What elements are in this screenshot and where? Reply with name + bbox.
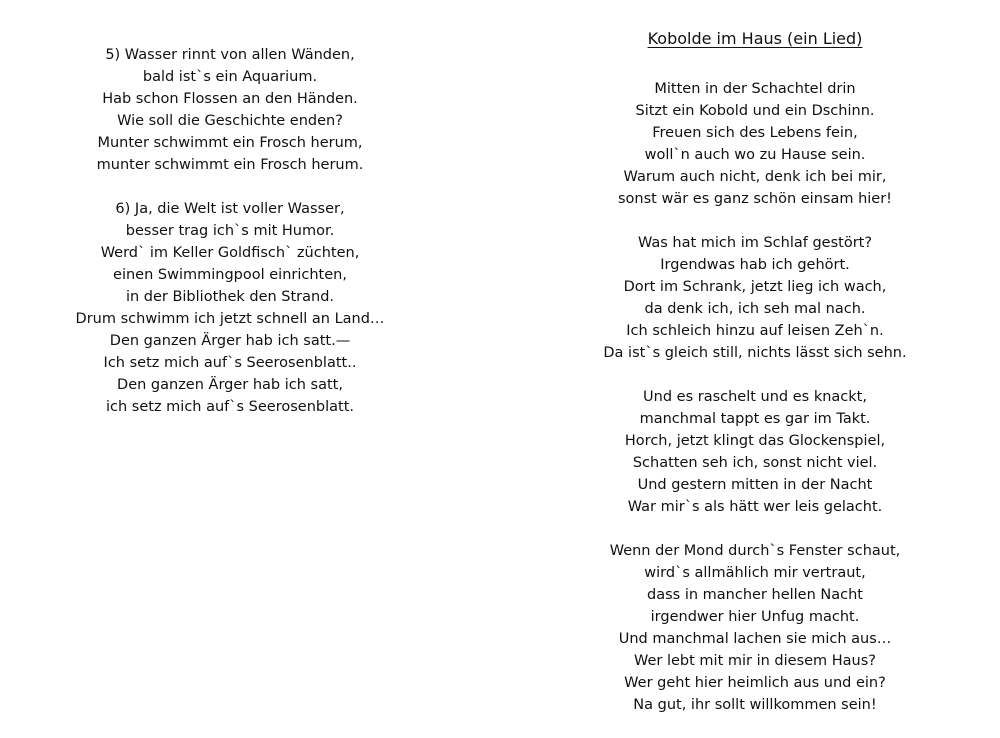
poem-line: Ich setz mich auf`s Seerosenblatt.. [103,355,357,371]
poem-line: Den ganzen Ärger hab ich satt.— [109,333,351,349]
poem-line: manchmal tappt es gar im Takt. [639,411,871,427]
poem-line: einen Swimmingpool einrichten, [113,267,347,283]
poem-line: Drum schwimm ich jetzt schnell an Land… [75,311,385,327]
poem-line: dass in mancher hellen Nacht [647,587,863,603]
poem-line: Wie soll die Geschichte enden? [117,113,343,129]
stanza-5 [40,44,420,176]
poem-line: munter schwimmt ein Frosch herum. [96,157,364,173]
poem-line: Wenn der Mond durch`s Fenster schaut, [609,543,901,559]
poem-line: Da ist`s gleich still, nichts lässt sich sehn. [603,345,907,361]
poem-line: Na gut, ihr sollt willkommen sein! [633,697,877,713]
poem-line: Mitten in der Schachtel drin [654,81,856,97]
poem-line: wird`s allmählich mir vertraut, [644,565,866,581]
poem-line: War mir`s als hätt wer leis gelacht. [627,499,883,515]
poem-line: Warum auch nicht, denk ich bei mir, [623,169,887,185]
poem-line: Den ganzen Ärger hab ich satt, [117,377,343,393]
stanza-6 [40,198,420,418]
poem-line: sonst wär es ganz schön einsam hier! [618,191,892,207]
poem-line: woll`n auch wo zu Hause sein. [644,147,866,163]
right-poem-column [580,28,930,738]
poem-line: Und gestern mitten in der Nacht [637,477,873,493]
poem-line: 6) Ja, die Welt ist voller Wasser, [115,201,345,217]
poem-line: ich setz mich auf`s Seerosenblatt. [105,399,355,415]
left-poem-column [40,44,420,440]
poem-line: in der Bibliothek den Strand. [125,289,335,305]
song-stanza-4 [580,540,930,716]
poem-line: Hab schon Flossen an den Händen. [102,91,358,107]
poem-line: Freuen sich des Lebens fein, [652,125,858,141]
poem-line: da denk ich, ich seh mal nach. [644,301,866,317]
poem-line: irgendwer hier Unfug macht. [650,609,860,625]
poem-line: Werd` im Keller Goldfisch` züchten, [100,245,360,261]
poem-line: Und manchmal lachen sie mich aus… [618,631,892,647]
song-stanza-3 [580,386,930,518]
poem-line: Und es raschelt und es knackt, [643,389,867,405]
poem-line: Wer lebt mit mir in diesem Haus? [633,653,877,669]
poem-line: Irgendwas hab ich gehört. [660,257,850,273]
poem-line: Ich schleich hinzu auf leisen Zeh`n. [626,323,884,339]
poem-line: Wer geht hier heimlich aus und ein? [624,675,886,691]
poem-line: Sitzt ein Kobold und ein Dschinn. [635,103,875,119]
poem-line: 5) Wasser rinnt von allen Wänden, [105,47,355,63]
poem-line: Dort im Schrank, jetzt lieg ich wach, [623,279,887,295]
poem-line: Munter schwimmt ein Frosch herum, [97,135,363,151]
song-stanza-1 [580,78,930,210]
song-title: Kobolde im Haus (ein Lied) [647,29,863,48]
poem-line: Horch, jetzt klingt das Glockenspiel, [624,433,886,449]
poem-line: bald ist`s ein Aquarium. [142,69,318,85]
poem-line: Schatten seh ich, sonst nicht viel. [632,455,878,471]
song-stanza-2 [580,232,930,364]
poem-line: Was hat mich im Schlaf gestört? [637,235,873,251]
poem-line: besser trag ich`s mit Humor. [125,223,335,239]
